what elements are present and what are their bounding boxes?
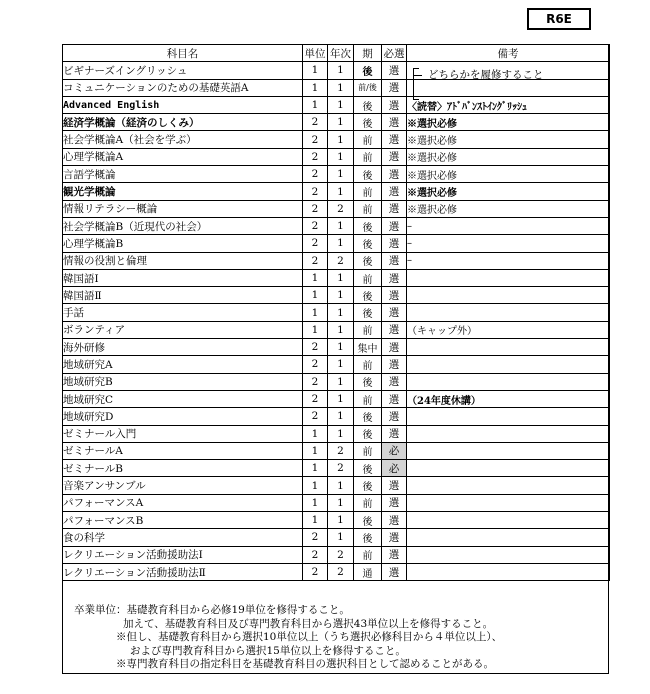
course-name: コミュニケーションのための基礎英語A bbox=[63, 79, 303, 96]
year-cell: 2 bbox=[328, 460, 354, 477]
table-row bbox=[63, 494, 610, 511]
table-row bbox=[63, 200, 610, 217]
units-cell: 2 bbox=[303, 373, 328, 390]
required-cell: 選 bbox=[382, 494, 407, 511]
header-term: 期 bbox=[354, 45, 382, 62]
units-cell: 2 bbox=[303, 217, 328, 234]
term-cell: 後 bbox=[354, 114, 382, 131]
table-row bbox=[63, 235, 610, 252]
year-cell: 1 bbox=[328, 96, 354, 113]
table-row bbox=[63, 356, 610, 373]
required-cell: 選 bbox=[382, 96, 407, 113]
note-cell: （24年度休講） bbox=[407, 390, 610, 407]
required-cell: 選 bbox=[382, 390, 407, 407]
table-row bbox=[63, 408, 610, 425]
year-cell: 1 bbox=[328, 235, 354, 252]
required-cell: 選 bbox=[382, 512, 407, 529]
units-cell: 1 bbox=[303, 477, 328, 494]
year-cell: 1 bbox=[328, 62, 354, 79]
units-cell: 2 bbox=[303, 339, 328, 356]
required-cell: 選 bbox=[382, 79, 407, 96]
year-cell: 1 bbox=[328, 494, 354, 511]
note-cell bbox=[407, 408, 610, 425]
units-cell: 1 bbox=[303, 460, 328, 477]
year-cell: 2 bbox=[328, 563, 354, 580]
note-cell bbox=[407, 494, 610, 511]
course-name: Advanced English bbox=[63, 96, 303, 113]
year-cell: 1 bbox=[328, 166, 354, 183]
units-cell: 2 bbox=[303, 529, 328, 546]
required-cell: 選 bbox=[382, 339, 407, 356]
units-cell: 1 bbox=[303, 96, 328, 113]
term-cell: 前 bbox=[354, 494, 382, 511]
table-row bbox=[63, 287, 610, 304]
term-cell: 前 bbox=[354, 390, 382, 407]
header-required: 必選 bbox=[382, 45, 407, 62]
term-cell: 前 bbox=[354, 148, 382, 165]
year-cell: 1 bbox=[328, 529, 354, 546]
year-cell: 1 bbox=[328, 321, 354, 338]
required-cell: 選 bbox=[382, 131, 407, 148]
note-cell bbox=[407, 529, 610, 546]
note-cell bbox=[407, 339, 610, 356]
term-cell: 後 bbox=[354, 166, 382, 183]
table-row bbox=[63, 321, 610, 338]
table-row bbox=[63, 390, 610, 407]
course-name: 地域研究A bbox=[63, 356, 303, 373]
year-cell: 1 bbox=[328, 304, 354, 321]
note-cell: ※選択必修 bbox=[407, 166, 610, 183]
year-cell: 1 bbox=[328, 356, 354, 373]
table-row bbox=[63, 131, 610, 148]
course-name: 食の科学 bbox=[63, 529, 303, 546]
year-cell: 2 bbox=[328, 546, 354, 563]
course-name: 音楽アンサンブル bbox=[63, 477, 303, 494]
units-cell: 1 bbox=[303, 287, 328, 304]
graduation-requirements bbox=[74, 604, 502, 672]
year-cell: 1 bbox=[328, 512, 354, 529]
brace-note: どちらかを履修すること bbox=[428, 69, 544, 81]
course-name: 観光学概論 bbox=[63, 183, 303, 200]
required-cell: 選 bbox=[382, 304, 407, 321]
note-cell bbox=[407, 356, 610, 373]
term-cell: 後 bbox=[354, 287, 382, 304]
table-row bbox=[63, 373, 610, 390]
units-cell: 2 bbox=[303, 356, 328, 373]
units-cell: 1 bbox=[303, 425, 328, 442]
year-cell: 1 bbox=[328, 287, 354, 304]
year-cell: 1 bbox=[328, 269, 354, 286]
note-cell bbox=[407, 287, 610, 304]
units-cell: 1 bbox=[303, 442, 328, 459]
year-cell: 1 bbox=[328, 79, 354, 96]
term-cell: 前 bbox=[354, 183, 382, 200]
note-cell: 〈読替〉ｱﾄﾞﾊﾞﾝｽﾄｲﾝｸﾞﾘｯｼｭ bbox=[407, 96, 610, 113]
year-cell: 1 bbox=[328, 114, 354, 131]
brace-tip bbox=[413, 75, 422, 76]
header-units: 単位 bbox=[303, 45, 328, 62]
term-cell: 後 bbox=[354, 235, 382, 252]
term-cell: 後 bbox=[354, 408, 382, 425]
note-cell bbox=[407, 563, 610, 580]
units-cell: 2 bbox=[303, 148, 328, 165]
footer-line: ※専門教育科目の指定科目を基礎教育科目の選択科目として認めることがある。 bbox=[116, 658, 494, 670]
units-cell: 2 bbox=[303, 114, 328, 131]
units-cell: 1 bbox=[303, 321, 328, 338]
course-name: ゼミナールA bbox=[63, 442, 303, 459]
year-cell: 1 bbox=[328, 131, 354, 148]
course-name: 韓国語Ⅱ bbox=[63, 287, 303, 304]
required-cell: 選 bbox=[382, 373, 407, 390]
term-cell: 前 bbox=[354, 321, 382, 338]
term-cell: 前 bbox=[354, 131, 382, 148]
header-note: 備考 bbox=[407, 45, 610, 62]
units-cell: 1 bbox=[303, 62, 328, 79]
term-cell: 後 bbox=[354, 304, 382, 321]
year-cell: 1 bbox=[328, 408, 354, 425]
required-cell: 選 bbox=[382, 200, 407, 217]
units-cell: 2 bbox=[303, 166, 328, 183]
course-name: 情報の役割と倫理 bbox=[63, 252, 303, 269]
required-cell: 選 bbox=[382, 166, 407, 183]
header-year: 年次 bbox=[328, 45, 354, 62]
units-cell: 1 bbox=[303, 494, 328, 511]
table-row bbox=[63, 529, 610, 546]
units-cell: 1 bbox=[303, 512, 328, 529]
units-cell: 2 bbox=[303, 252, 328, 269]
required-cell: 選 bbox=[382, 408, 407, 425]
units-cell: 2 bbox=[303, 183, 328, 200]
year-cell: 1 bbox=[328, 217, 354, 234]
units-cell: 2 bbox=[303, 546, 328, 563]
year-cell: 1 bbox=[328, 148, 354, 165]
required-cell: 必 bbox=[382, 442, 407, 459]
term-cell: 後 bbox=[354, 252, 382, 269]
term-cell: 後 bbox=[354, 425, 382, 442]
year-cell: 2 bbox=[328, 200, 354, 217]
course-name: 心理学概論A bbox=[63, 148, 303, 165]
term-cell: 前 bbox=[354, 546, 382, 563]
term-cell: 後 bbox=[354, 62, 382, 79]
required-cell: 選 bbox=[382, 114, 407, 131]
year-cell: 1 bbox=[328, 477, 354, 494]
course-name: 心理学概論B bbox=[63, 235, 303, 252]
table-row bbox=[63, 166, 610, 183]
note-cell bbox=[407, 304, 610, 321]
footer-line: および専門教育科目から選択15単位以上を修得すること。 bbox=[130, 644, 406, 657]
note-cell bbox=[407, 460, 610, 477]
course-name: ゼミナール入門 bbox=[63, 425, 303, 442]
required-cell: 選 bbox=[382, 235, 407, 252]
term-cell: 前 bbox=[354, 356, 382, 373]
table-row bbox=[63, 563, 610, 580]
course-name: ゼミナールB bbox=[63, 460, 303, 477]
course-name: パフォーマンスB bbox=[63, 512, 303, 529]
table-row bbox=[63, 114, 610, 131]
table-header-row bbox=[63, 45, 610, 62]
required-cell: 選 bbox=[382, 183, 407, 200]
course-name: 情報リテラシー概論 bbox=[63, 200, 303, 217]
term-cell: 前/後 bbox=[354, 79, 382, 96]
year-cell: 1 bbox=[328, 390, 354, 407]
note-cell: ※選択必修 bbox=[407, 200, 610, 217]
term-cell: 後 bbox=[354, 477, 382, 494]
required-cell: 選 bbox=[382, 252, 407, 269]
table-row bbox=[63, 460, 610, 477]
term-cell: 前 bbox=[354, 442, 382, 459]
note-cell: ※選択必修 bbox=[407, 131, 610, 148]
year-cell: 2 bbox=[328, 252, 354, 269]
term-cell: 後 bbox=[354, 217, 382, 234]
brace-bracket bbox=[413, 68, 423, 100]
units-cell: 1 bbox=[303, 269, 328, 286]
required-cell: 選 bbox=[382, 425, 407, 442]
year-cell: 1 bbox=[328, 183, 354, 200]
table-row bbox=[63, 339, 610, 356]
units-cell: 1 bbox=[303, 304, 328, 321]
note-cell: （キャップ外） bbox=[407, 321, 610, 338]
note-cell bbox=[407, 477, 610, 494]
footer-line: 加えて、基礎教育科目及び専門教育科目から選択43単位以上を修得すること。 bbox=[123, 617, 494, 630]
course-name: 地域研究B bbox=[63, 373, 303, 390]
term-cell: 後 bbox=[354, 512, 382, 529]
course-name: 地域研究D bbox=[63, 408, 303, 425]
course-name: 経済学概論（経済のしくみ） bbox=[63, 114, 303, 131]
table-row bbox=[63, 442, 610, 459]
note-cell bbox=[407, 425, 610, 442]
units-cell: 2 bbox=[303, 563, 328, 580]
table-row bbox=[63, 546, 610, 563]
required-cell: 選 bbox=[382, 62, 407, 79]
course-name: パフォーマンスA bbox=[63, 494, 303, 511]
note-cell: – bbox=[407, 252, 610, 269]
year-cell: 1 bbox=[328, 425, 354, 442]
table-row bbox=[63, 96, 610, 113]
required-cell: 選 bbox=[382, 477, 407, 494]
table-row bbox=[63, 217, 610, 234]
term-cell: 後 bbox=[354, 460, 382, 477]
term-cell: 通 bbox=[354, 563, 382, 580]
table-row bbox=[63, 148, 610, 165]
year-cell: 1 bbox=[328, 339, 354, 356]
course-name: ビギナーズイングリッシュ bbox=[63, 62, 303, 79]
course-name: 地域研究C bbox=[63, 390, 303, 407]
required-cell: 選 bbox=[382, 356, 407, 373]
note-cell bbox=[407, 442, 610, 459]
year-cell: 1 bbox=[328, 373, 354, 390]
term-cell: 前 bbox=[354, 200, 382, 217]
required-cell: 選 bbox=[382, 148, 407, 165]
units-cell: 2 bbox=[303, 235, 328, 252]
document-code-badge: R6E bbox=[527, 8, 591, 30]
note-cell bbox=[407, 373, 610, 390]
units-cell: 1 bbox=[303, 79, 328, 96]
course-table bbox=[62, 44, 610, 581]
table-row bbox=[63, 252, 610, 269]
units-cell: 2 bbox=[303, 200, 328, 217]
note-cell: ※選択必修 bbox=[407, 183, 610, 200]
required-cell: 必 bbox=[382, 460, 407, 477]
note-cell: – bbox=[407, 217, 610, 234]
table-row bbox=[63, 183, 610, 200]
units-cell: 2 bbox=[303, 408, 328, 425]
footer-line: 卒業単位：基礎教育科目から必修19単位を修得すること。 bbox=[74, 604, 350, 616]
course-name: レクリエーション活動援助法Ⅱ bbox=[63, 563, 303, 580]
required-cell: 選 bbox=[382, 287, 407, 304]
header-course-name: 科目名 bbox=[63, 45, 303, 62]
required-cell: 選 bbox=[382, 546, 407, 563]
term-cell: 後 bbox=[354, 96, 382, 113]
course-name: 韓国語Ⅰ bbox=[63, 269, 303, 286]
course-name: 社会学概論A（社会を学ぶ） bbox=[63, 131, 303, 148]
table-row bbox=[63, 425, 610, 442]
course-name: ボランティア bbox=[63, 321, 303, 338]
course-name: 社会学概論B（近現代の社会） bbox=[63, 217, 303, 234]
table-row bbox=[63, 512, 610, 529]
required-cell: 選 bbox=[382, 269, 407, 286]
required-cell: 選 bbox=[382, 563, 407, 580]
note-cell: ※選択必修 bbox=[407, 114, 610, 131]
term-cell: 集中 bbox=[354, 339, 382, 356]
note-cell bbox=[407, 546, 610, 563]
course-name: レクリエーション活動援助法Ⅰ bbox=[63, 546, 303, 563]
note-cell bbox=[407, 269, 610, 286]
course-name: 手話 bbox=[63, 304, 303, 321]
note-cell: ※選択必修 bbox=[407, 148, 610, 165]
units-cell: 2 bbox=[303, 131, 328, 148]
footer-line: ※但し、基礎教育科目から選択10単位以上（うち選択必修科目から４単位以上）、 bbox=[116, 631, 503, 643]
units-cell: 2 bbox=[303, 390, 328, 407]
term-cell: 後 bbox=[354, 373, 382, 390]
table-row bbox=[63, 304, 610, 321]
term-cell: 後 bbox=[354, 529, 382, 546]
required-cell: 選 bbox=[382, 529, 407, 546]
year-cell: 2 bbox=[328, 442, 354, 459]
table-row bbox=[63, 269, 610, 286]
required-cell: 選 bbox=[382, 217, 407, 234]
course-name: 言語学概論 bbox=[63, 166, 303, 183]
note-cell bbox=[407, 512, 610, 529]
term-cell: 前 bbox=[354, 269, 382, 286]
course-name: 海外研修 bbox=[63, 339, 303, 356]
table-row bbox=[63, 477, 610, 494]
note-cell: – bbox=[407, 235, 610, 252]
required-cell: 選 bbox=[382, 321, 407, 338]
